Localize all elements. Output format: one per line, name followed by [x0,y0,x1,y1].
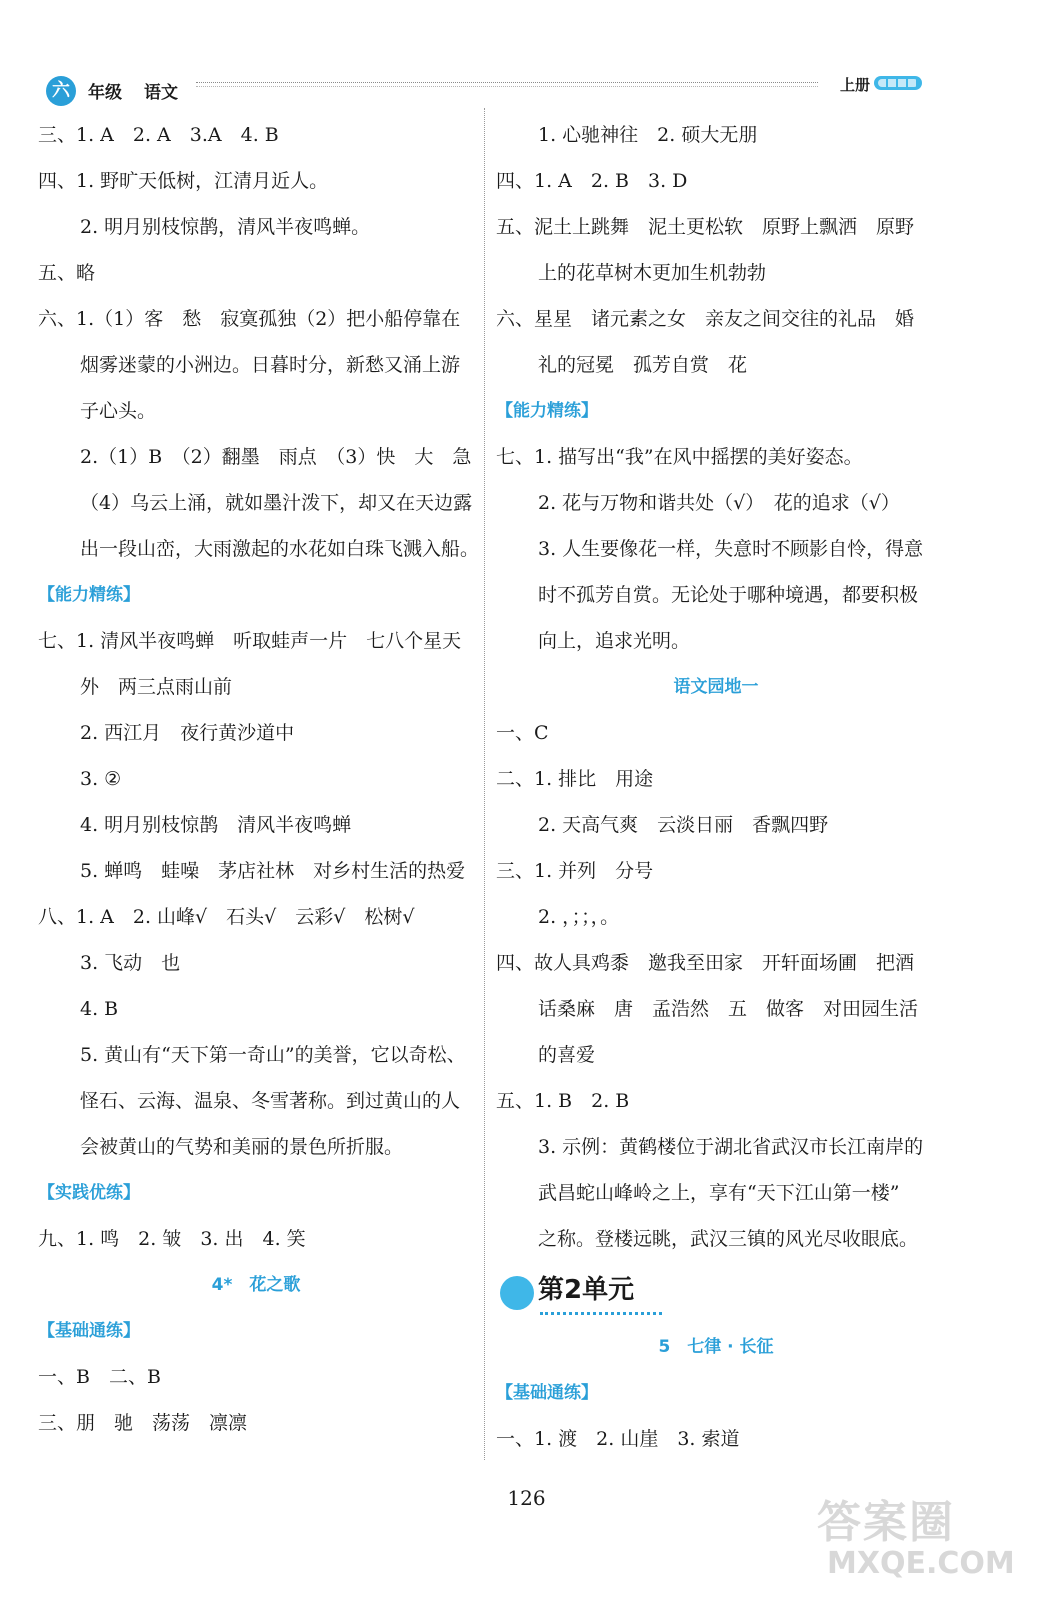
lesson-title: 语文园地一 [673,677,759,697]
left-column [38,112,480,1446]
right-column [496,112,936,1462]
watermark-url: MXQE.COM [827,1546,1015,1581]
answer-line: 话桑麻 唐 孟浩然 五 做客 对田园生活 [538,998,919,1020]
answer-line: 烟雾迷蒙的小洲边。日暮时分，新愁又涌上游 [80,354,461,376]
section-label: 【基础通练】 [496,1383,598,1403]
answer-line: 三、1. 并列 分号 [496,860,654,882]
unit-underline [540,1312,662,1315]
answer-line: 八、1. A 2. 山峰√ 石头√ 云彩√ 松树√ [38,906,415,928]
answer-line: 怪石、云海、温泉、冬雪著称。到过黄山的人 [80,1090,461,1112]
answer-line: 向上，追求光明。 [538,630,691,652]
lesson-title: 5 七律 · 长征 [658,1337,774,1357]
answer-line: 四、1. A 2. B 3. D [496,170,688,192]
answer-line: 3. 飞动 也 [80,952,181,974]
answer-line: 之称。登楼远眺，武汉三镇的风光尽收眼底。 [538,1228,919,1250]
answer-line: 六、星星 诸元素之女 亲友之间交往的礼品 婚 [496,308,915,330]
answer-line: 3. 示例：黄鹤楼位于湖北省武汉市长江南岸的 [538,1136,924,1158]
section-label: 【能力精练】 [38,585,140,605]
answer-line: 五、略 [38,262,96,284]
unit-circle-icon [500,1276,534,1310]
answer-line: 时不孤芳自赏。无论处于哪种境遇，都要积极 [538,584,919,606]
unit-title: 第2单元 [538,1275,635,1305]
answer-line: 二、1. 排比 用途 [496,768,654,790]
right-column-lines [496,112,936,1262]
grade-label: 年级 [88,83,122,103]
answer-line: 会被黄山的气势和美丽的景色所折服。 [80,1136,404,1158]
section-label: 【基础通练】 [38,1321,140,1341]
answer-line: 武昌蛇山峰岭之上，享有“天下江山第一楼” [538,1182,900,1204]
unit-heading [496,1268,936,1324]
answer-line: 三、1. A 2. A 3.A 4. B [38,124,279,146]
answer-line: 四、1. 野旷天低树，江清月近人。 [38,170,329,192]
lesson-title: 4* 花之歌 [211,1275,301,1295]
answer-line: 出一段山峦，大雨激起的水花如白珠飞溅入船。 [80,538,480,560]
answer-line: 五、泥土上跳舞 泥土更松软 原野上飘洒 原野 [496,216,915,238]
page-number: 126 [507,1486,546,1510]
answer-line: 一、B 二、B [38,1366,161,1388]
header-rule [196,82,818,83]
column-divider [484,108,485,1460]
answer-line: 的喜爱 [538,1044,596,1066]
answer-line: 5. 蝉鸣 蛙噪 茅店社林 对乡村生活的热爱 [80,860,466,882]
section-label: 【能力精练】 [496,401,598,421]
answer-line: 五、1. B 2. B [496,1090,630,1112]
section-label: 【实践优练】 [38,1183,140,1203]
answer-line: 七、1. 描写出“我”在风中摇摆的美好姿态。 [496,446,863,468]
answer-line: 四、故人具鸡黍 邀我至田家 开轩面场圃 把酒 [496,952,915,974]
answer-line: 一、1. 渡 2. 山崖 3. 索道 [496,1428,740,1450]
answer-line: 2.（1）B （2）翻墨 雨点 （3）快 大 急 [80,446,472,468]
answer-line: 3. ② [80,768,122,790]
answer-line: 子心头。 [80,400,157,422]
watermark-logo [811,1486,1033,1590]
page-header [38,72,1018,108]
answer-line: （4）乌云上涌，就如墨汁泼下，却又在天边露 [80,492,473,514]
grade-number-badge: 六 [46,76,76,106]
answer-line: 2. 花与万物和谐共处（√） 花的追求（√） [538,492,900,514]
answer-line: 2. 西江月 夜行黄沙道中 [80,722,295,744]
answer-line: 九、1. 鸣 2. 皱 3. 出 4. 笑 [38,1228,306,1250]
answer-line: 2. 天高气爽 云淡日丽 香飘四野 [538,814,829,836]
answer-line: 三、朋 驰 荡荡 凛凛 [38,1412,248,1434]
volume-label: 上册 [839,76,870,94]
answer-line: 礼的冠冕 孤芳自赏 花 [538,354,748,376]
header-rule-secondary [196,86,818,87]
answer-line: 六、1.（1）客 愁 寂寞孤独（2）把小船停靠在 [38,308,461,330]
subject-label: 语文 [144,83,178,103]
volume-badge-icon [874,76,922,90]
answer-line: 2. 明月别枝惊鹊，清风半夜鸣蝉。 [80,216,371,238]
answer-line: 4. B [80,998,119,1020]
answer-line: 1. 心驰神往 2. 硕大无朋 [538,124,758,146]
answer-line: 七、1. 清风半夜鸣蝉 听取蛙声一片 七八个星天 [38,630,462,652]
answer-line: 3. 人生要像花一样，失意时不顾影自怜，得意 [538,538,924,560]
answer-line: 一、C [496,722,549,744]
answer-line: 外 两三点雨山前 [80,676,233,698]
answer-line: 2. ，；；，。 [538,906,620,928]
watermark-text: 答案圈 [817,1497,955,1548]
answer-line: 上的花草树木更加生机勃勃 [538,262,767,284]
answer-line: 5. 黄山有“天下第一奇山”的美誉，它以奇松、 [80,1044,466,1066]
answer-line: 4. 明月别枝惊鹊 清风半夜鸣蝉 [80,814,352,836]
